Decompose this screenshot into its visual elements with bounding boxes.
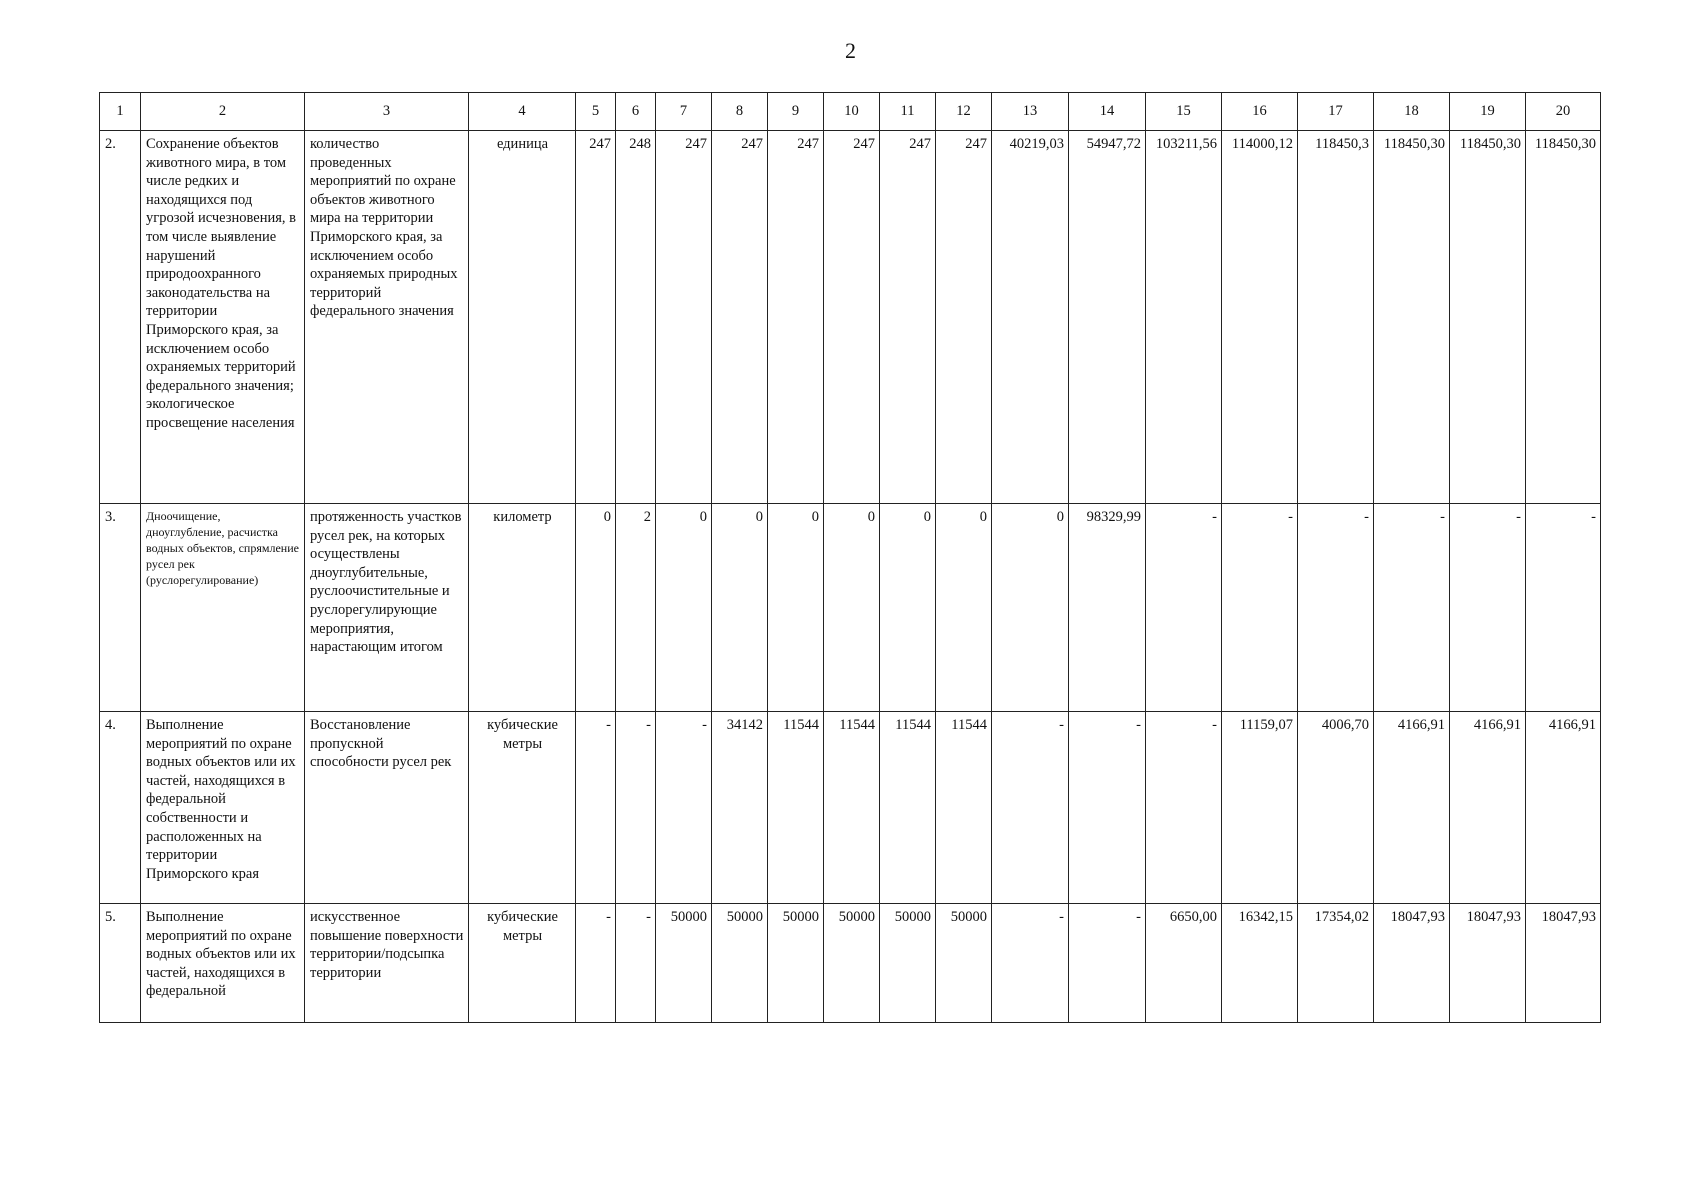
column-header-7: 7 [656, 93, 712, 131]
value-cell: 6650,00 [1146, 904, 1222, 1023]
column-header-11: 11 [880, 93, 936, 131]
column-header-10: 10 [824, 93, 880, 131]
value-cell: - [616, 904, 656, 1023]
value-cell: - [576, 904, 616, 1023]
value-cell: 247 [936, 131, 992, 504]
column-header-3: 3 [305, 93, 469, 131]
value-cell: - [1450, 504, 1526, 712]
value-cell: 118450,30 [1374, 131, 1450, 504]
value-cell: 118450,30 [1450, 131, 1526, 504]
value-cell: 4166,91 [1450, 712, 1526, 904]
value-cell: 2 [616, 504, 656, 712]
value-cell: 18047,93 [1450, 904, 1526, 1023]
header-row [100, 93, 1601, 131]
indicators-table [99, 92, 1601, 1023]
column-header-16: 16 [1222, 93, 1298, 131]
event-name-cell: Сохранение объектов животного мира, в том числе редких и находящихся под угрозой исчезновения, в том числе выявление нарушений природоохранного законодательства на территории Приморского края, за исключением особо охраняемых территорий федерального значения; экологическое просвещение населения [141, 131, 305, 504]
value-cell: 0 [880, 504, 936, 712]
column-header-15: 15 [1146, 93, 1222, 131]
value-cell: 0 [768, 504, 824, 712]
value-cell: 0 [712, 504, 768, 712]
table-row [100, 131, 1601, 504]
value-cell: 4166,91 [1526, 712, 1601, 904]
column-header-2: 2 [141, 93, 305, 131]
value-cell: - [1298, 504, 1374, 712]
value-cell: 11544 [936, 712, 992, 904]
value-cell: 18047,93 [1526, 904, 1601, 1023]
value-cell: 0 [656, 504, 712, 712]
value-cell: - [1069, 712, 1146, 904]
value-cell: 248 [616, 131, 656, 504]
value-cell: - [1374, 504, 1450, 712]
value-cell: 11544 [880, 712, 936, 904]
row-number: 2. [100, 131, 141, 504]
event-name-cell: Выполнение мероприятий по охране водных объектов или их частей, находящихся в федеральной собственности и расположенных на территории Приморского края [141, 712, 305, 904]
value-cell: 247 [576, 131, 616, 504]
value-cell: - [656, 712, 712, 904]
indicator-cell: количество проведенных мероприятий по охране объектов животного мира на территории Приморского края, за исключением особо охраняемых природных территорий федерального значения [305, 131, 469, 504]
value-cell: 17354,02 [1298, 904, 1374, 1023]
value-cell: 247 [712, 131, 768, 504]
value-cell: 54947,72 [1069, 131, 1146, 504]
table-row [100, 504, 1601, 712]
value-cell: 4006,70 [1298, 712, 1374, 904]
value-cell: 18047,93 [1374, 904, 1450, 1023]
value-cell: 114000,12 [1222, 131, 1298, 504]
value-cell: 50000 [656, 904, 712, 1023]
value-cell: 247 [656, 131, 712, 504]
column-header-8: 8 [712, 93, 768, 131]
unit-cell: единица [469, 131, 576, 504]
indicator-cell: Восстановление пропускной способности русел рек [305, 712, 469, 904]
value-cell: 247 [768, 131, 824, 504]
value-cell: 118450,30 [1526, 131, 1601, 504]
indicator-cell: искусственное повышение поверхности территории/подсыпка территории [305, 904, 469, 1023]
value-cell: 34142 [712, 712, 768, 904]
column-header-12: 12 [936, 93, 992, 131]
value-cell: - [616, 712, 656, 904]
table-row [100, 712, 1601, 904]
value-cell: - [576, 712, 616, 904]
row-number: 4. [100, 712, 141, 904]
value-cell: 50000 [936, 904, 992, 1023]
value-cell: - [1069, 904, 1146, 1023]
value-cell: 0 [824, 504, 880, 712]
column-header-19: 19 [1450, 93, 1526, 131]
value-cell: 11544 [824, 712, 880, 904]
value-cell: 50000 [824, 904, 880, 1023]
column-header-17: 17 [1298, 93, 1374, 131]
row-number: 5. [100, 904, 141, 1023]
value-cell: 118450,3 [1298, 131, 1374, 504]
unit-cell: кубические метры [469, 712, 576, 904]
value-cell: 40219,03 [992, 131, 1069, 504]
value-cell: 50000 [768, 904, 824, 1023]
value-cell: 98329,99 [1069, 504, 1146, 712]
column-header-18: 18 [1374, 93, 1450, 131]
column-header-20: 20 [1526, 93, 1601, 131]
value-cell: - [1146, 712, 1222, 904]
value-cell: - [992, 904, 1069, 1023]
column-header-1: 1 [100, 93, 141, 131]
unit-cell: километр [469, 504, 576, 712]
event-name-cell: Дноочищение, дноуглубление, расчистка водных объектов, спрямление русел рек (руслорегулирование) [141, 504, 305, 712]
value-cell: 50000 [880, 904, 936, 1023]
value-cell: 50000 [712, 904, 768, 1023]
event-name-cell: Выполнение мероприятий по охране водных объектов или их частей, находящихся в федеральной [141, 904, 305, 1023]
unit-cell: кубические метры [469, 904, 576, 1023]
column-header-6: 6 [616, 93, 656, 131]
column-header-14: 14 [1069, 93, 1146, 131]
value-cell: - [1146, 504, 1222, 712]
indicator-cell: протяженность участков русел рек, на которых осуществлены дноуглубительные, руслоочистительные и руслорегулирующие мероприятия, нарастающим итогом [305, 504, 469, 712]
value-cell: - [992, 712, 1069, 904]
row-number: 3. [100, 504, 141, 712]
column-header-13: 13 [992, 93, 1069, 131]
page-number: 2 [845, 38, 856, 63]
column-header-9: 9 [768, 93, 824, 131]
value-cell: - [1222, 504, 1298, 712]
value-cell: 16342,15 [1222, 904, 1298, 1023]
value-cell: 247 [824, 131, 880, 504]
value-cell: 0 [936, 504, 992, 712]
value-cell: 4166,91 [1374, 712, 1450, 904]
value-cell: 0 [992, 504, 1069, 712]
value-cell: 11544 [768, 712, 824, 904]
value-cell: - [1526, 504, 1601, 712]
table-row [100, 904, 1601, 1023]
column-header-4: 4 [469, 93, 576, 131]
column-header-5: 5 [576, 93, 616, 131]
value-cell: 11159,07 [1222, 712, 1298, 904]
value-cell: 103211,56 [1146, 131, 1222, 504]
value-cell: 247 [880, 131, 936, 504]
value-cell: 0 [576, 504, 616, 712]
